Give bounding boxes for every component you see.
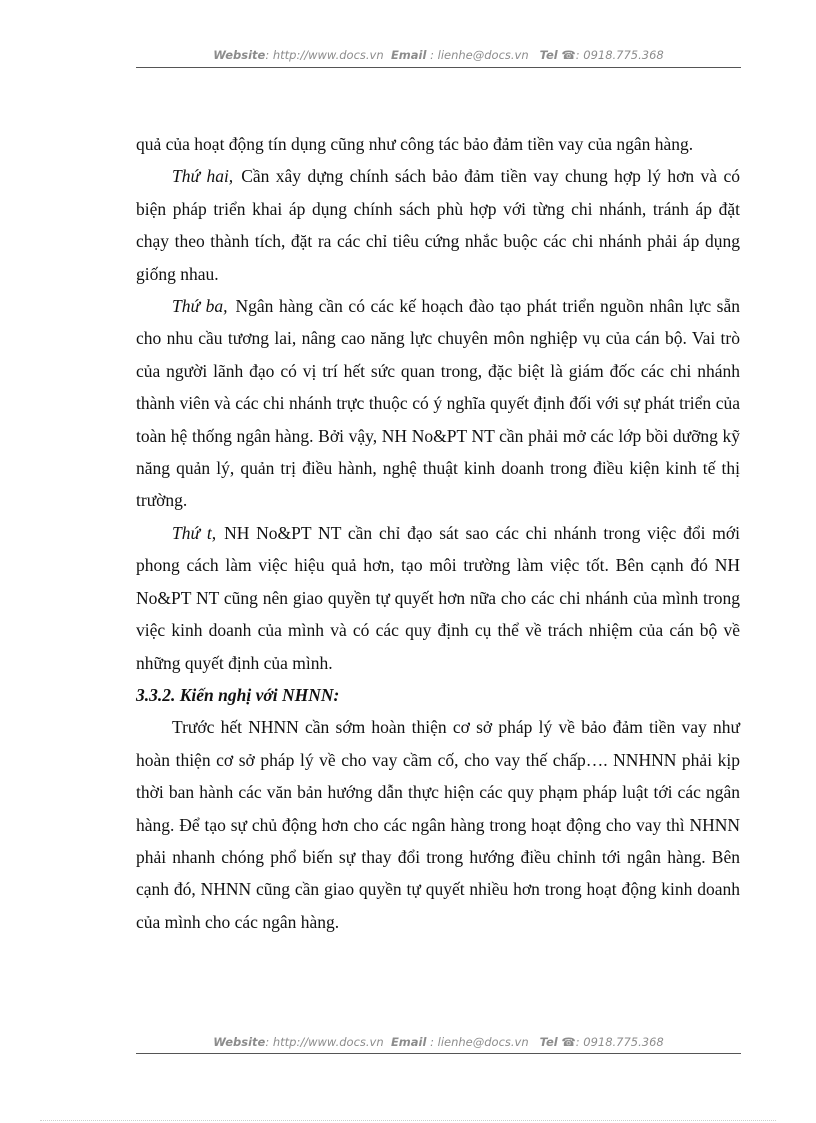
header-email[interactable]: : lienhe@docs.vn	[430, 48, 529, 62]
footer-website-url[interactable]: : http://www.docs.vn	[265, 1035, 384, 1049]
section-heading: 3.3.2. Kiến nghị với NHNN:	[136, 684, 340, 705]
footer-email[interactable]: : lienhe@docs.vn	[430, 1035, 529, 1049]
paragraph-1: quả của hoạt động tín dụng cũng như công tác bảo đảm tiền vay của ngân hàng.	[136, 134, 694, 154]
footer-email-label: Email	[390, 1035, 427, 1049]
header-website-url[interactable]: : http://www.docs.vn	[265, 48, 384, 62]
header-rule	[136, 67, 741, 68]
paragraph-4-lead: Thứ t,	[172, 522, 217, 543]
footer-rule	[136, 1053, 741, 1054]
paragraph-3-text: Ngân hàng cần có các kế hoạch đào tạo phát triển nguồn nhân lực sẵn cho nhu cầu tương lai, nâng cao năng lực chuyên môn nghiệp vụ của cán bộ. Vai trò của người lãnh đạo có vị trí hết sức quan trong, đặc biệt là giám đốc các chi nhánh thành viên và các chi nhánh trực thuộc có ý nghĩa quyết định đối với sự phát triển của toàn hệ thống ngân hàng. Bởi vậy, NH No&PT NT cần phải mở các lớp bồi dưỡng kỹ năng quản lý, quản trị điều hành, nghệ thuật kinh doanh trong điều kiện kinh tế thị trường.	[136, 296, 740, 511]
phone-icon: ☎	[561, 1035, 576, 1049]
paragraph-2-lead: Thứ hai,	[172, 166, 234, 187]
footer-website-label: Website	[213, 1035, 266, 1049]
phone-icon: ☎	[561, 48, 576, 62]
footer-tel-label: Tel	[539, 1035, 558, 1049]
paragraph-3	[136, 290, 740, 517]
header-tel: : 0918.775.368	[575, 48, 664, 62]
paragraph-4-text: NH No&PT NT cần chỉ đạo sát sao các chi nhánh trong việc đổi mới phong cách làm việc hiệu quả hơn, tạo môi trường làm việc tốt. Bên cạnh đó NH No&PT NT cũng nên giao quyền tự quyết hơn nữa cho các chi nhánh của mình trong việc kinh doanh của mình và có các quy định cụ thể về trách nhiệm của cán bộ về những quyết định của mình.	[136, 522, 741, 673]
header-tel-label: Tel	[539, 48, 558, 62]
footer-tel: : 0918.775.368	[575, 1035, 664, 1049]
paragraph-2-text: Cần xây dựng chính sách bảo đảm tiền vay chung hợp lý hơn và có biện pháp triển khai áp dụng chính sách phù hợp với từng chi nhánh, tránh áp đặt chạy theo thành tích, đặt ra các chỉ tiêu cứng nhắc buộc các chi nhánh phải áp dụng giống nhau.	[136, 166, 741, 284]
paragraph-5: Trước hết NHNN cần sớm hoàn thiện cơ sở pháp lý về bảo đảm tiền vay như hoàn thiện cơ sở pháp lý về cho vay cầm cố, cho vay thế chấp…. NNHNN phải kịp thời ban hành các văn bản hướng dẫn thực hiện các quy phạm pháp luật tới các ngân hàng. Để tạo sự chủ động hơn cho các ngân hàng trong hoạt động cho vay thì NHNN phải nhanh chóng phổ biến sự thay đổi trong hướng điều chỉnh tới ngân hàng. Bên cạnh đó, NHNN cũng cần giao quyền tự quyết nhiều hơn trong hoạt động kinh doanh của mình cho các ngân hàng.	[136, 717, 740, 932]
page-edge-dots	[40, 1120, 776, 1121]
page-header	[136, 48, 741, 62]
paragraph-4	[136, 517, 740, 679]
header-website-label: Website	[213, 48, 266, 62]
header-email-label: Email	[390, 48, 427, 62]
document-body	[136, 128, 740, 938]
paragraph-3-lead: Thứ ba,	[172, 296, 228, 317]
page-footer	[136, 1035, 741, 1049]
paragraph-2	[136, 160, 740, 290]
